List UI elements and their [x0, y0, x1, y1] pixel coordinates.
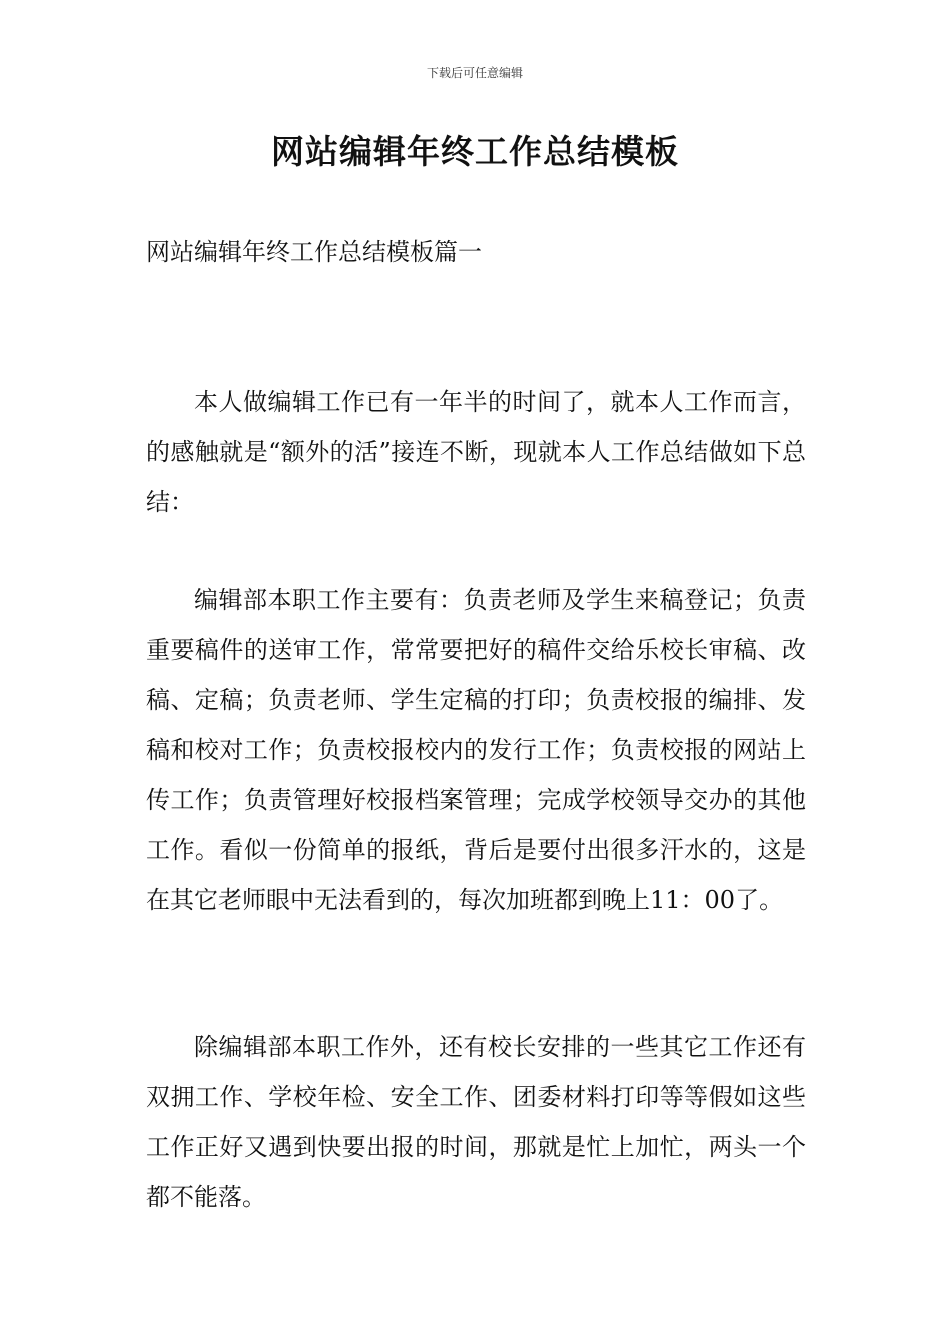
paragraph-block: [146, 1022, 806, 1222]
paragraph-block: [146, 377, 806, 527]
paragraph: 本人做编辑工作已有一年半的时间了，就本人工作而言，的感触就是“额外的活”接连不断，现就本人工作总结做如下总结：: [146, 388, 806, 516]
paragraph: 除编辑部本职工作外，还有校长安排的一些其它工作还有双拥工作、学校年检、安全工作、团委材料打印等等假如这些工作正好又遇到快要出报的时间，那就是忙上加忙，两头一个都不能落。: [146, 1033, 806, 1211]
section-heading: 网站编辑年终工作总结模板篇一: [146, 238, 482, 266]
header-note: 下载后可任意编辑: [426, 66, 523, 80]
document-title: 网站编辑年终工作总结模板: [271, 132, 679, 171]
paragraph: 编辑部本职工作主要有：负责老师及学生来稿登记；负责重要稿件的送审工作，常常要把好的稿件交给乐校长审稿、改稿、定稿；负责老师、学生定稿的打印；负责校报的编排、发稿和校对工作；负责校报校内的发行工作；负责校报的网站上传工作；负责管理好校报档案管理；完成学校领导交办的其他工作。看似一份简单的报纸，背后是要付出很多汗水的，这是在其它老师眼中无法看到的，每次加班都到晚上11：00了。: [146, 586, 806, 914]
paragraph-block: [146, 575, 806, 925]
